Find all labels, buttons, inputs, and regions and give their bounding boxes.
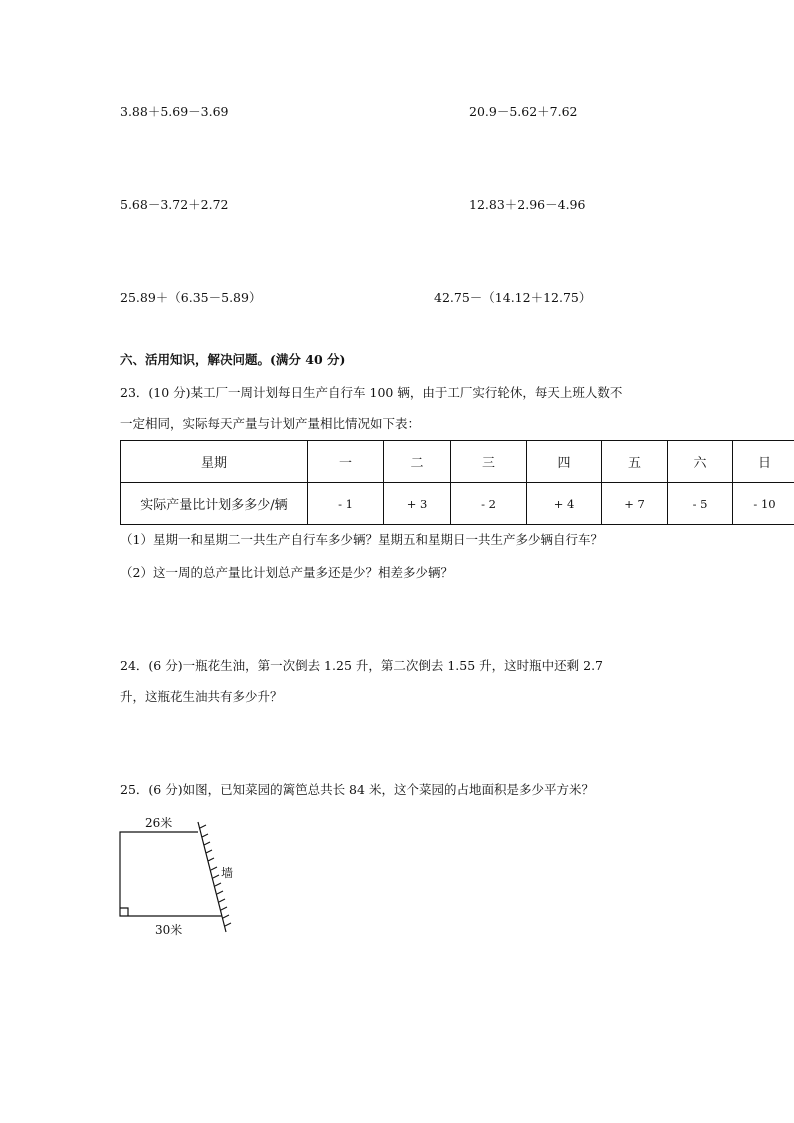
table-day: 三 bbox=[451, 441, 527, 483]
table-day: 二 bbox=[384, 441, 451, 483]
figure-bottom-label: 30米 bbox=[155, 923, 183, 937]
expression-1-left: 3.88＋5.69－3.69 bbox=[120, 104, 229, 119]
q23-line-2: 一定相同，实际每天产量与计划产量相比情况如下表： bbox=[120, 416, 421, 431]
q23-line-1: 23．(10 分)某工厂一周计划每日生产自行车 100 辆，由于工厂实行轮休，每天上班人数不 bbox=[120, 385, 623, 400]
expression-2-left: 5.68－3.72＋2.72 bbox=[120, 197, 229, 212]
production-table bbox=[120, 440, 794, 525]
table-value-row bbox=[121, 483, 794, 525]
table-day: 四 bbox=[527, 441, 602, 483]
q23-sub-1: （1）星期一和星期二一共生产自行车多少辆？星期五和星期日一共生产多少辆自行车？ bbox=[120, 532, 603, 547]
expression-1-right: 20.9－5.62＋7.62 bbox=[469, 104, 578, 119]
q23-sub-2: （2）这一周的总产量比计划总产量多还是少？相差多少辆？ bbox=[120, 565, 453, 580]
table-value: + 3 bbox=[384, 483, 451, 525]
table-day: 六 bbox=[668, 441, 733, 483]
table-value: - 10 bbox=[733, 483, 794, 525]
figure-wall-label: 墙 bbox=[221, 866, 234, 880]
figure-top-label: 26米 bbox=[145, 816, 173, 830]
section-6-heading: 六、活用知识，解决问题。(满分 40 分) bbox=[120, 352, 346, 367]
expression-2-right: 12.83＋2.96－4.96 bbox=[469, 197, 586, 212]
q24-line-2: 升，这瓶花生油共有多少升？ bbox=[120, 689, 283, 704]
table-value: - 5 bbox=[668, 483, 733, 525]
table-header-label: 星期 bbox=[121, 441, 308, 483]
table-value: - 1 bbox=[308, 483, 384, 525]
expression-3-left: 25.89＋（6.35－5.89） bbox=[120, 290, 262, 305]
table-header-row bbox=[121, 441, 794, 483]
table-value: + 4 bbox=[527, 483, 602, 525]
expression-3-right: 42.75－（14.12＋12.75） bbox=[434, 290, 592, 305]
garden-outline bbox=[120, 832, 222, 916]
table-value: + 7 bbox=[602, 483, 668, 525]
q25-line-1: 25．(6 分)如图，已知菜园的篱笆总共长 84 米，这个菜园的占地面积是多少平方米？ bbox=[120, 782, 594, 797]
table-value: - 2 bbox=[451, 483, 527, 525]
right-angle-mark bbox=[120, 908, 128, 916]
table-row-label: 实际产量比计划多多少/辆 bbox=[121, 483, 308, 525]
q24-line-1: 24．(6 分)一瓶花生油，第一次倒去 1.25 升，第二次倒去 1.55 升，这时瓶中还剩 2.7 bbox=[120, 658, 603, 673]
table-day: 一 bbox=[308, 441, 384, 483]
table-day: 五 bbox=[602, 441, 668, 483]
table-day: 日 bbox=[733, 441, 794, 483]
